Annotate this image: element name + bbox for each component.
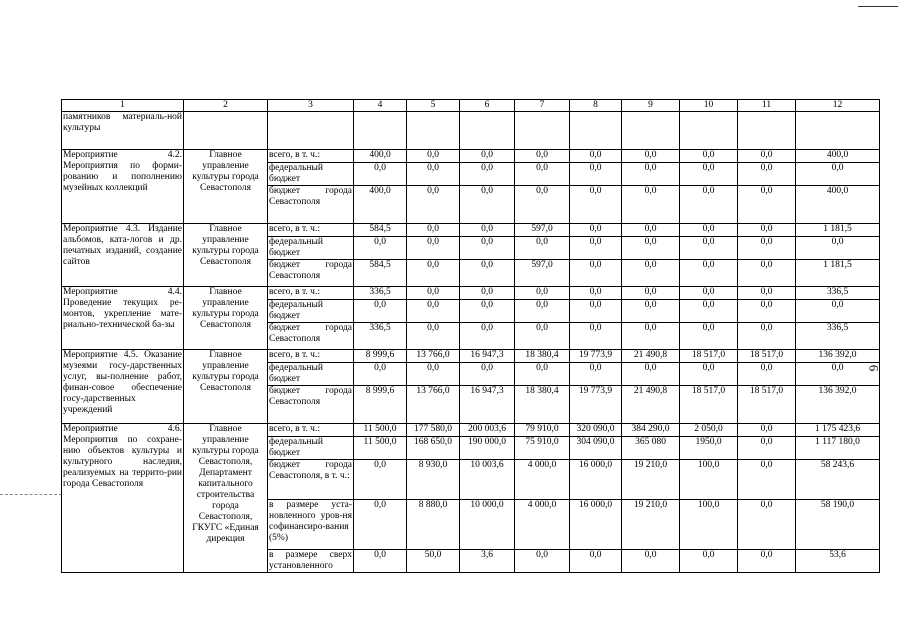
amount-cell: 0,0 — [460, 163, 515, 186]
amount-cell: 0,0 — [354, 550, 407, 573]
amount-cell: 0,0 — [354, 163, 407, 186]
amount-cell: 0,0 — [796, 237, 880, 260]
amount-cell: 0,0 — [622, 224, 680, 237]
measure-description: Мероприятие 4.3. Издание альбомов, ката-логов и др. печатных изданий, создание сайтов — [62, 224, 184, 287]
amount-cell: 0,0 — [407, 287, 460, 300]
amount-cell: 0,0 — [622, 300, 680, 323]
amount-cell: 11 500,0 — [354, 424, 407, 437]
header-cell: 10 — [680, 100, 738, 112]
amount-cell: 0,0 — [460, 300, 515, 323]
measure-description: Мероприятие 4.4. Проведение текущих ре-монтов, укрепление мате-риально-технической ба-зы — [62, 287, 184, 350]
amount-cell: 50,0 — [407, 550, 460, 573]
amount-cell: 3,6 — [460, 550, 515, 573]
funding-source: федеральный бюджет — [268, 437, 354, 460]
amount-cell: 18 517,0 — [680, 350, 738, 363]
amount-cell: 177 580,0 — [407, 424, 460, 437]
amount-cell: 304 090,0 — [570, 437, 622, 460]
amount-cell: 0,0 — [622, 287, 680, 300]
amount-cell: 18 517,0 — [738, 386, 796, 424]
amount-cell: 320 090,0 — [570, 424, 622, 437]
continuation-description: памятников материаль-ной культуры — [62, 112, 184, 150]
amount-cell: 0,0 — [738, 163, 796, 186]
executor: Главное управление культуры города Севастополя — [184, 150, 268, 224]
measure-description: Мероприятие 4.2. Мероприятия по форми-рованию и пополнению музейных коллекций — [62, 150, 184, 224]
amount-cell: 0,0 — [407, 186, 460, 224]
amount-cell: 0,0 — [460, 363, 515, 386]
top-rule — [858, 6, 898, 7]
amount-cell: 0,0 — [515, 300, 570, 323]
amount-cell: 136 392,0 — [796, 386, 880, 424]
amount-cell: 0,0 — [680, 260, 738, 287]
margin-dash — [0, 494, 62, 495]
amount-cell: 0,0 — [407, 300, 460, 323]
amount-cell: 21 490,8 — [622, 386, 680, 424]
amount-cell: 0,0 — [570, 260, 622, 287]
amount-cell: 13 766,0 — [407, 386, 460, 424]
amount-cell: 0,0 — [354, 500, 407, 550]
executor: Главное управление культуры города Севастополя — [184, 224, 268, 287]
amount-cell: 0,0 — [460, 260, 515, 287]
amount-cell: 0,0 — [407, 163, 460, 186]
budget-table — [61, 99, 880, 573]
amount-cell: 16 000,0 — [570, 460, 622, 500]
amount-cell: 19 210,0 — [622, 500, 680, 550]
amount-cell: 18 380,4 — [515, 386, 570, 424]
amount-cell: 336,5 — [796, 287, 880, 300]
measure-description: Мероприятие 4.5. Оказание музеями госу-дарственных услуг, вы-полнение работ, финан-совое обеспечение госу-дарственных учреждений — [62, 350, 184, 424]
amount-cell: 0,0 — [515, 186, 570, 224]
amount-cell: 4 000,0 — [515, 460, 570, 500]
amount-cell: 0,0 — [407, 237, 460, 260]
amount-cell: 1 117 180,0 — [796, 437, 880, 460]
amount-cell: 0,0 — [738, 424, 796, 437]
funding-source: федеральный бюджет — [268, 363, 354, 386]
amount-cell: 200 003,6 — [460, 424, 515, 437]
amount-cell: 0,0 — [738, 186, 796, 224]
amount-cell: 19 210,0 — [622, 460, 680, 500]
amount-cell: 75 910,0 — [515, 437, 570, 460]
amount-cell: 58 190,0 — [796, 500, 880, 550]
amount-cell: 0,0 — [460, 287, 515, 300]
amount-cell: 10 000,0 — [460, 500, 515, 550]
amount-cell: 18 517,0 — [738, 350, 796, 363]
funding-source: всего, в т. ч.: — [268, 224, 354, 237]
header-cell: 5 — [407, 100, 460, 112]
header-row — [62, 100, 880, 112]
amount-cell: 13 766,0 — [407, 350, 460, 363]
amount-cell: 79 910,0 — [515, 424, 570, 437]
amount-cell: 0,0 — [407, 363, 460, 386]
amount-cell: 0,0 — [570, 363, 622, 386]
amount-cell: 0,0 — [570, 300, 622, 323]
amount-cell: 21 490,8 — [622, 350, 680, 363]
amount-cell: 10 003,6 — [460, 460, 515, 500]
executor: Главное управление культуры города Севастополя — [184, 287, 268, 350]
amount-cell: 584,5 — [354, 224, 407, 237]
amount-cell: 0,0 — [738, 237, 796, 260]
amount-cell: 4 000,0 — [515, 500, 570, 550]
header-cell: 7 — [515, 100, 570, 112]
amount-cell: 400,0 — [796, 150, 880, 163]
amount-cell: 0,0 — [680, 300, 738, 323]
amount-cell: 0,0 — [680, 287, 738, 300]
amount-cell: 0,0 — [680, 237, 738, 260]
amount-cell: 1 181,5 — [796, 224, 880, 237]
funding-source: всего, в т. ч.: — [268, 424, 354, 437]
page-number: 6 — [866, 364, 882, 372]
amount-cell: 0,0 — [738, 460, 796, 500]
amount-cell: 18 380,4 — [515, 350, 570, 363]
amount-cell: 0,0 — [738, 300, 796, 323]
funding-source: в размере сверх установленного — [269, 550, 352, 571]
amount-cell: 0,0 — [570, 224, 622, 237]
funding-source: бюджет города Севастополя, в т. ч.: — [268, 460, 354, 500]
amount-cell: 0,0 — [407, 224, 460, 237]
amount-cell: 0,0 — [622, 260, 680, 287]
amount-cell: 0,0 — [680, 550, 738, 573]
amount-cell: 336,5 — [354, 287, 407, 300]
header-cell: 12 — [796, 100, 880, 112]
table-row — [62, 424, 880, 437]
amount-cell: 584,5 — [354, 260, 407, 287]
funding-source: федеральный бюджет — [268, 163, 354, 186]
amount-cell: 0,0 — [738, 224, 796, 237]
amount-cell: 11 500,0 — [354, 437, 407, 460]
table-body — [62, 100, 880, 573]
header-cell: 3 — [268, 100, 354, 112]
funding-source: всего, в т. ч.: — [268, 350, 354, 363]
amount-cell: 0,0 — [680, 186, 738, 224]
header-cell: 6 — [460, 100, 515, 112]
amount-cell: 0,0 — [738, 550, 796, 573]
amount-cell: 100,0 — [680, 500, 738, 550]
amount-cell: 336,5 — [354, 323, 407, 350]
amount-cell: 8 930,0 — [407, 460, 460, 500]
amount-cell: 0,0 — [738, 323, 796, 350]
amount-cell: 0,0 — [738, 437, 796, 460]
amount-cell: 190 000,0 — [460, 437, 515, 460]
amount-cell: 136 392,0 — [796, 350, 880, 363]
amount-cell: 19 773,9 — [570, 386, 622, 424]
amount-cell: 0,0 — [680, 224, 738, 237]
table-row — [62, 287, 880, 300]
funding-source: федеральный бюджет — [268, 237, 354, 260]
amount-cell: 365 080 — [622, 437, 680, 460]
amount-cell: 0,0 — [460, 323, 515, 350]
header-cell: 1 — [62, 100, 184, 112]
amount-cell: 0,0 — [515, 237, 570, 260]
amount-cell: 0,0 — [460, 186, 515, 224]
amount-cell: 1950,0 — [680, 437, 738, 460]
amount-cell: 0,0 — [570, 163, 622, 186]
amount-cell: 1 175 423,6 — [796, 424, 880, 437]
amount-cell: 0,0 — [354, 300, 407, 323]
amount-cell: 597,0 — [515, 260, 570, 287]
table-row — [62, 350, 880, 363]
amount-cell: 0,0 — [354, 237, 407, 260]
amount-cell: 0,0 — [622, 150, 680, 163]
amount-cell: 0,0 — [680, 150, 738, 163]
amount-cell: 0,0 — [680, 363, 738, 386]
amount-cell: 0,0 — [622, 363, 680, 386]
amount-cell: 0,0 — [796, 363, 880, 386]
amount-cell: 168 650,0 — [407, 437, 460, 460]
funding-source: бюджет города Севастополя — [268, 260, 354, 287]
amount-cell: 0,0 — [622, 186, 680, 224]
amount-cell: 0,0 — [515, 323, 570, 350]
funding-source: бюджет города Севастополя — [268, 323, 354, 350]
amount-cell: 384 290,0 — [622, 424, 680, 437]
amount-cell: 16 947,3 — [460, 350, 515, 363]
amount-cell: 0,0 — [680, 163, 738, 186]
amount-cell: 0,0 — [515, 150, 570, 163]
header-cell: 2 — [184, 100, 268, 112]
amount-cell: 0,0 — [460, 237, 515, 260]
amount-cell: 0,0 — [738, 260, 796, 287]
amount-cell: 53,6 — [796, 550, 880, 573]
amount-cell: 0,0 — [622, 550, 680, 573]
amount-cell: 0,0 — [570, 237, 622, 260]
amount-cell: 0,0 — [460, 150, 515, 163]
amount-cell: 0,0 — [738, 287, 796, 300]
amount-cell: 0,0 — [515, 287, 570, 300]
amount-cell: 0,0 — [738, 150, 796, 163]
amount-cell: 0,0 — [622, 163, 680, 186]
amount-cell: 2 050,0 — [680, 424, 738, 437]
amount-cell: 0,0 — [738, 363, 796, 386]
amount-cell: 400,0 — [796, 186, 880, 224]
amount-cell: 0,0 — [680, 323, 738, 350]
table-row — [62, 150, 880, 163]
amount-cell: 1 181,5 — [796, 260, 880, 287]
amount-cell: 0,0 — [407, 323, 460, 350]
amount-cell: 0,0 — [570, 186, 622, 224]
amount-cell: 0,0 — [407, 260, 460, 287]
measure-description: Мероприятие 4.6. Мероприятия по сохране-нию объектов культуры и культурного наследия, реализуемых на террито-рии города Севастополя — [62, 424, 184, 573]
funding-source: в размере уста-новленного уров-ня софинансиро-вания (5%) — [268, 500, 354, 550]
amount-cell: 0,0 — [515, 163, 570, 186]
amount-cell: 0,0 — [354, 460, 407, 500]
executor: Главное управление культуры города Севастополя, Департамент капитального строительства города Севастополя, ГКУГС «Единая дирекция — [184, 424, 268, 573]
continuation-row — [62, 112, 880, 150]
amount-cell: 0,0 — [570, 550, 622, 573]
amount-cell: 16 947,3 — [460, 386, 515, 424]
funding-source: всего, в т. ч.: — [268, 150, 354, 163]
amount-cell: 100,0 — [680, 460, 738, 500]
amount-cell: 0,0 — [622, 237, 680, 260]
header-cell: 8 — [570, 100, 622, 112]
amount-cell: 18 517,0 — [680, 386, 738, 424]
amount-cell: 0,0 — [622, 323, 680, 350]
header-cell: 4 — [354, 100, 407, 112]
funding-source: федеральный бюджет — [268, 300, 354, 323]
amount-cell: 16 000,0 — [570, 500, 622, 550]
amount-cell: 0,0 — [570, 287, 622, 300]
amount-cell: 0,0 — [570, 150, 622, 163]
header-cell: 9 — [622, 100, 680, 112]
amount-cell: 0,0 — [407, 150, 460, 163]
amount-cell: 0,0 — [515, 550, 570, 573]
table-row — [62, 224, 880, 237]
executor: Главное управление культуры города Севастополя — [184, 350, 268, 424]
amount-cell: 0,0 — [796, 300, 880, 323]
amount-cell: 8 999,6 — [354, 386, 407, 424]
amount-cell: 0,0 — [570, 323, 622, 350]
amount-cell: 0,0 — [354, 363, 407, 386]
amount-cell: 8 880,0 — [407, 500, 460, 550]
funding-source: бюджет города Севастополя — [268, 386, 354, 424]
amount-cell: 58 243,6 — [796, 460, 880, 500]
header-cell: 11 — [738, 100, 796, 112]
amount-cell: 336,5 — [796, 323, 880, 350]
amount-cell: 8 999,6 — [354, 350, 407, 363]
amount-cell: 597,0 — [515, 224, 570, 237]
funding-source: бюджет города Севастополя — [268, 186, 354, 224]
amount-cell: 0,0 — [796, 163, 880, 186]
amount-cell: 19 773,9 — [570, 350, 622, 363]
amount-cell: 0,0 — [738, 500, 796, 550]
amount-cell: 0,0 — [515, 363, 570, 386]
funding-source: всего, в т. ч.: — [268, 287, 354, 300]
amount-cell: 400,0 — [354, 150, 407, 163]
amount-cell: 0,0 — [460, 224, 515, 237]
amount-cell: 400,0 — [354, 186, 407, 224]
